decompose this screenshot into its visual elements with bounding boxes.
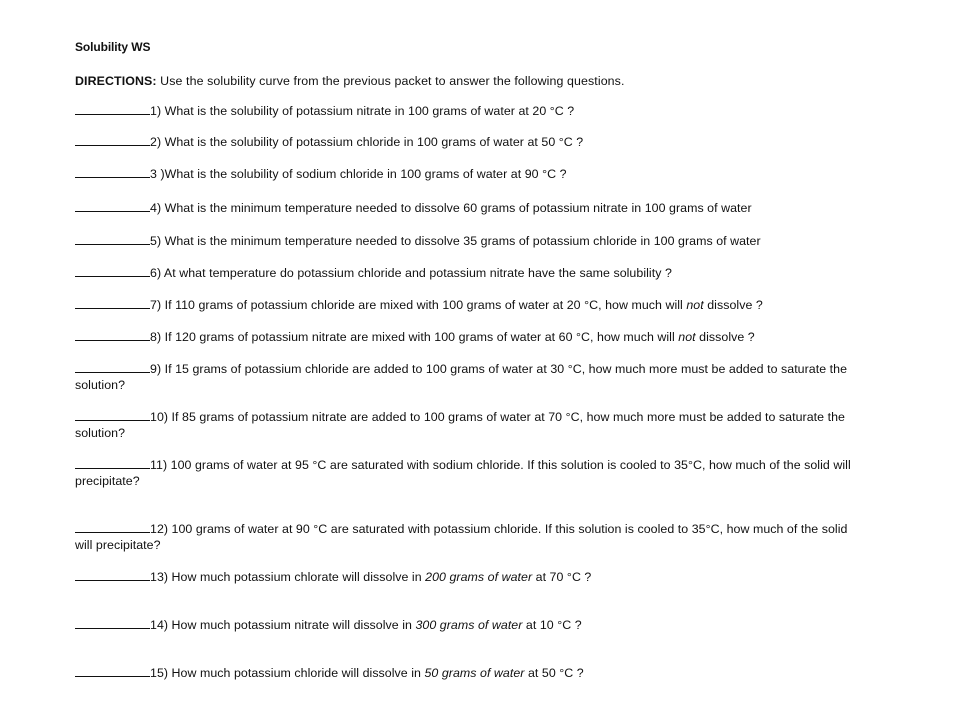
question-2: 2) What is the solubility of potassium chloride in 100 grams of water at 50 °C ? (75, 134, 865, 150)
answer-blank[interactable] (75, 457, 150, 469)
answer-blank[interactable] (75, 134, 150, 146)
question-15: 15) How much potassium chloride will dissolve in 50 grams of water at 50 °C ? (75, 665, 865, 681)
question-4: 4) What is the minimum temperature needed to dissolve 60 grams of potassium nitrate in 100 grams of water (75, 200, 865, 216)
answer-blank[interactable] (75, 200, 150, 212)
answer-blank[interactable] (75, 233, 150, 245)
question-13: 13) How much potassium chlorate will dissolve in 200 grams of water at 70 °C ? (75, 569, 865, 585)
directions (75, 74, 625, 88)
question-6: 6) At what temperature do potassium chloride and potassium nitrate have the same solubility ? (75, 265, 865, 281)
answer-blank[interactable] (75, 521, 150, 533)
answer-blank[interactable] (75, 569, 150, 581)
question-3: 3 )What is the solubility of sodium chloride in 100 grams of water at 90 °C ? (75, 166, 865, 182)
answer-blank[interactable] (75, 166, 150, 178)
question-8: 8) If 120 grams of potassium nitrate are mixed with 100 grams of water at 60 °C, how much will not dissolve ? (75, 329, 865, 345)
question-1: 1) What is the solubility of potassium nitrate in 100 grams of water at 20 °C ? (75, 103, 865, 119)
answer-blank[interactable] (75, 329, 150, 341)
question-5: 5) What is the minimum temperature needed to dissolve 35 grams of potassium chloride in 100 grams of water (75, 233, 865, 249)
directions-text: Use the solubility curve from the previous packet to answer the following questions. (156, 74, 625, 88)
question-12: 12) 100 grams of water at 90 °C are saturated with potassium chloride. If this solution is cooled to 35°C, how much of the solid will precipitate? (75, 522, 848, 552)
question-14: 14) How much potassium nitrate will dissolve in 300 grams of water at 10 °C ? (75, 617, 865, 633)
answer-blank[interactable] (75, 297, 150, 309)
question-11: 11) 100 grams of water at 95 °C are saturated with sodium chloride. If this solution is cooled to 35°C, how much of the solid will precipitate? (75, 458, 851, 488)
question-9: 9) If 15 grams of potassium chloride are added to 100 grams of water at 30 °C, how much more must be added to saturate the solution? (75, 362, 848, 392)
answer-blank[interactable] (75, 617, 150, 629)
answer-blank[interactable] (75, 361, 150, 373)
answer-blank[interactable] (75, 665, 150, 677)
question-7: 7) If 110 grams of potassium chloride are mixed with 100 grams of water at 20 °C, how much will not dissolve ? (75, 297, 865, 313)
directions-label: DIRECTIONS: (75, 74, 157, 88)
answer-blank[interactable] (75, 265, 150, 277)
worksheet-title: Solubility WS (75, 40, 151, 54)
answer-blank[interactable] (75, 103, 150, 115)
question-10: 10) If 85 grams of potassium nitrate are added to 100 grams of water at 70 °C, how much more must be added to saturate the solution? (75, 410, 845, 440)
answer-blank[interactable] (75, 409, 150, 421)
